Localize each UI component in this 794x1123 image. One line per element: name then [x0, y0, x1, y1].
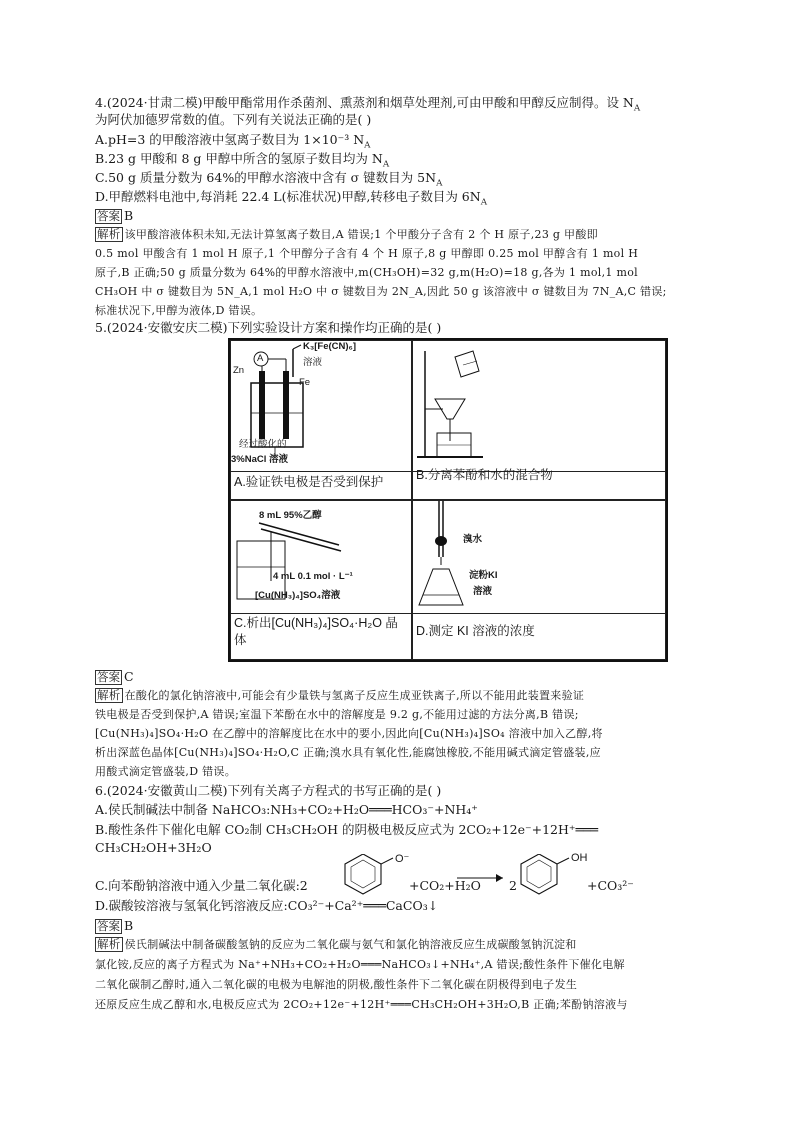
product-coefficient: 2	[509, 878, 517, 893]
q6-option-b-line-2: CH₃CH₂OH+3H₂O	[95, 840, 212, 855]
q6-option-c[interactable]: C.向苯酚钠溶液中通入少量二氧化碳:2	[95, 878, 308, 893]
q4-analysis-line-2: 0.5 mol 甲酸含有 1 mol H 原子,1 个甲醇分子含有 4 个 H 原子,8 g 甲醇即 0.25 mol 甲醇含有 1 mol H	[95, 247, 639, 260]
starch-ki-label: 淀粉KI	[469, 570, 498, 581]
q4-option-c[interactable]: C.50 g 质量分数为 64%的甲醇水溶液中含有 σ 键数目为 $5N_A$	[95, 170, 443, 189]
solution-label-2: 3%NaCl 溶液	[231, 454, 289, 465]
q4-stem-line-1: 4.(2024·甘肃二模)甲酸甲酯常用作杀菌剂、熏蒸剂和烟草处理剂,可由甲酸和甲醇反应制得。设 $N_A$	[95, 95, 641, 114]
q5-options-table	[228, 338, 668, 662]
q6-analysis-line-2: 氯化铵,反应的离子方程式为 Na⁺+NH₃+CO₂+H₂O═══NaHCO₃↓+NH₄⁺,A 错误;酸性条件下催化电解	[95, 958, 625, 971]
q6-stem: 6.(2024·安徽黄山二模)下列有关离子方程式的书写正确的是( )	[95, 783, 442, 798]
reactants-label: +CO₂+H₂O	[409, 878, 481, 893]
q5-analysis-line-4: 析出深蓝色晶体[Cu(NH₃)₄]SO₄·H₂O,C 正确;溴水具有氧化性,能腐蚀橡胶,不能用碱式滴定管盛装,应	[95, 746, 601, 759]
carbonate-product-label: +CO₃²⁻	[587, 878, 634, 893]
phenol-oh-label: OH	[571, 852, 588, 864]
q5-cell-c[interactable]	[230, 500, 412, 660]
solution-label-1: 经过酸化的	[239, 439, 287, 450]
answer-tag: 答案	[97, 209, 120, 223]
analysis-tag: 解析	[97, 688, 121, 702]
q5-analysis-line-3: [Cu(NH₃)₄]SO₄·H₂O 在乙醇中的溶解度比在水中的要小,因此向[Cu(NH₃)₄]SO₄ 溶液中加入乙醇,将	[95, 727, 603, 740]
q5-answer: 答案 C	[97, 669, 134, 684]
q5-analysis-line-2: 铁电极是否受到保护,A 错误;室温下苯酚在水中的溶解度是 9.2 g,不能用过滤的方法分离,B 错误;	[95, 708, 579, 721]
q4-analysis-line-5: 标准状况下,甲醇为液体,D 错误。	[95, 304, 263, 317]
q6-analysis-line-1: 解析 侯氏制碱法中制备碳酸氢钠的反应为二氧化碳与氨气和氯化钠溶液反应生成碳酸氢钠沉淀和	[97, 937, 577, 951]
q6-option-a[interactable]: A.侯氏制碱法中制备 NaHCO₃:NH₃+CO₂+H₂O═══HCO₃⁻+NH₄⁺	[95, 802, 478, 817]
q6-option-d[interactable]: D.碳酸铵溶液与氢氧化钙溶液反应:CO₃²⁻+Ca²⁺═══CaCO₃↓	[95, 898, 439, 913]
zn-electrode-label: Zn	[233, 365, 245, 376]
q5-cell-a-caption: A.验证铁电极是否受到保护	[234, 475, 384, 489]
complex-solution-label: [Cu(NH₃)₄]SO₄溶液	[255, 590, 341, 601]
q6-analysis-line-3: 二氧化碳制乙醇时,通入二氧化碳的电极为电解池的阴极,酸性条件下二氧化碳在阴极得到电子发生	[95, 978, 578, 991]
q4-option-b[interactable]: B.23 g 甲酸和 8 g 甲醇中所含的氢原子数目均为 $N_A$	[95, 151, 390, 170]
bromine-water-label: 溴水	[463, 534, 483, 545]
solution-concentration-label: 4 mL 0.1 mol · L⁻¹	[273, 571, 353, 582]
q5-analysis-line-5: 用酸式滴定管盛装,D 错误。	[95, 765, 237, 778]
q6-answer: 答案 B	[97, 918, 134, 933]
q5-analysis-line-1: 解析 在酸化的氯化钠溶液中,可能会有少量铁与氢离子反应生成亚铁离子,所以不能用此装置来验证	[97, 688, 585, 702]
q5-cell-a[interactable]	[230, 340, 412, 500]
answer-tag: 答案	[97, 670, 120, 684]
q4-analysis-line-1: 解析 该甲酸溶液体积未知,无法计算氢离子数目,A 错误;1 个甲酸分子含有 2 个 H 原子,23 g 甲酸即	[97, 227, 598, 241]
starch-ki-solution-label: 溶液	[473, 586, 493, 597]
answer-tag: 答案	[97, 919, 120, 933]
analysis-tag: 解析	[97, 227, 121, 241]
analysis-tag: 解析	[97, 937, 121, 951]
titration-illustration	[413, 501, 533, 621]
reagent-label-2: 溶液	[303, 357, 323, 368]
q4-option-d[interactable]: D.甲醇燃料电池中,每消耗 22.4 L(标准状况)甲醇,转移电子数目为 $6N_A$	[95, 189, 488, 208]
q5-cell-b[interactable]	[412, 340, 666, 500]
q6-analysis-line-4: 还原反应生成乙醇和水,电极反应式为 2CO₂+12e⁻+12H⁺═══CH₃CH₂OH+3H₂O,B 正确;苯酚钠溶液与	[95, 998, 628, 1011]
q4-stem-line-2: 为阿伏加德罗常数的值。下列有关说法正确的是( )	[95, 112, 372, 127]
filtration-setup-illustration	[413, 341, 613, 469]
q4-option-a[interactable]: A.pH=3 的甲酸溶液中氢离子数目为 1×10⁻³ $N_A$	[95, 132, 371, 151]
ethanol-label: 8 mL 95%乙醇	[259, 510, 322, 521]
q6-option-b-line-1[interactable]: B.酸性条件下催化电解 CO₂制 CH₃CH₂OH 的阴极电极反应式为 2CO₂+12e⁻+12H⁺═══	[95, 822, 599, 837]
q5-stem: 5.(2024·安徽安庆二模)下列实验设计方案和操作均正确的是( )	[95, 320, 442, 335]
ammeter-label: A	[257, 353, 264, 364]
q5-cell-b-caption: B.分离苯酚和水的混合物	[416, 468, 553, 482]
q5-cell-d-caption: D.测定 KI 溶液的浓度	[416, 624, 535, 638]
q4-analysis-line-4: CH₃OH 中 σ 键数目为 5N_A,1 mol H₂O 中 σ 键数目为 2N_A,因此 50 g 该溶液中 σ 键数目为 7N_A,C 错误;	[95, 285, 667, 298]
q4-answer: 答案 B	[97, 208, 134, 223]
phenoxide-charge-label: O⁻	[395, 853, 410, 865]
q4-analysis-line-3: 原子,B 正确;50 g 质量分数为 64%的甲醇水溶液中,m(CH₃OH)=32 g,m(H₂O)=18 g,各为 1 mol,1 mol	[95, 266, 638, 279]
reagent-label: K₃[Fe(CN)₆]	[303, 341, 357, 352]
q5-cell-d[interactable]	[412, 500, 666, 660]
fe-electrode-label: Fe	[299, 377, 311, 388]
q5-cell-c-caption: C.析出[Cu(NH₃)₄]SO₄·H₂O 晶体	[234, 616, 398, 647]
